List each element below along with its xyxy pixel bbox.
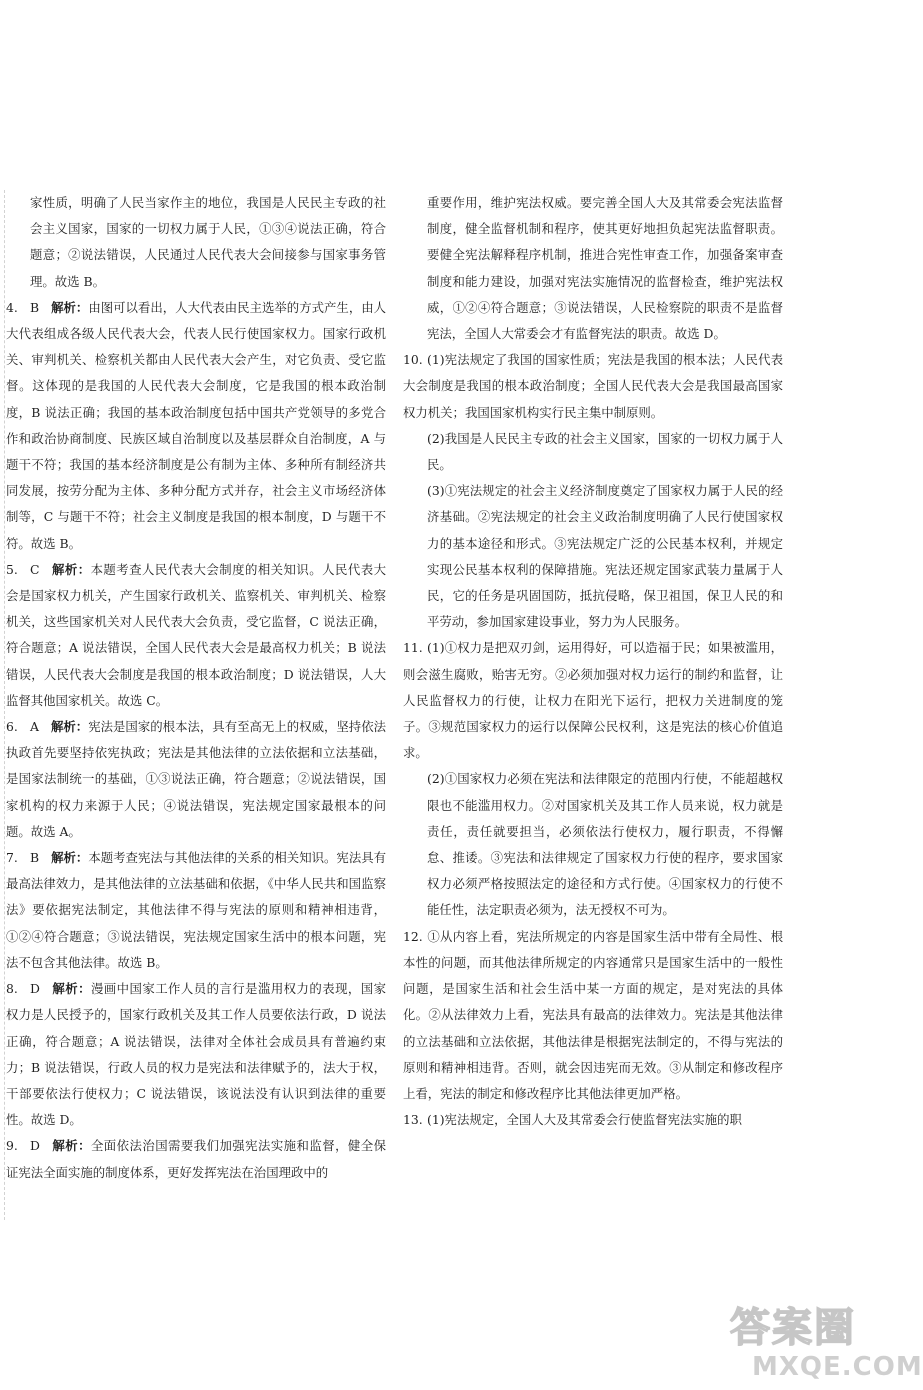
answer-item-10-part-3: (3)①宪法规定的社会主义经济制度奠定了国家权力属于人民的经济基础。②宪法规定的社会主义政治制度明确了人民行使国家权力的基本途径和形式。③宪法规定广泛的公民基本权利，并规定实现公民基本权利的保障措施。宪法还规定国家武装力量属于人民，它的任务是巩固国防，抵抗侵略，保卫祖国，保卫人民的和平劳动，参加国家建设事业，努力为人民服务。 — [427, 483, 783, 630]
answer-item-8: 8. D 解析：漫画中国家工作人员的言行是滥用权力的表现，国家权力是人民授予的，国家行政机关及其工作人员要依法行政，D 说法正确，符合题意；A 说法错误，法律对全体社会成员具有普遍约束力；B 说法错误，行政人员的权力是宪法和法律赋予的，法大于权，干部要依法行使权力；C 说法错误，该说法没有认识到法律的重要性。故选 D。 — [6, 981, 387, 1128]
answer-item-9: 9. D 解析：全面依法治国需要我们加强宪法实施和监督，健全保证宪法全面实施的制度体系，更好发挥宪法在治国理政中的 — [6, 1138, 387, 1180]
right-column — [403, 190, 783, 1133]
answer-item-11-part-2: (2)①国家权力必须在宪法和法律限定的范围内行使，不能超越权限也不能滥用权力。②对国家机关及其工作人员来说，权力就是责任，责任就要担当，必须依法行使权力，履行职责，不得懈怠、推诿。③宪法和法律规定了国家权力行使的程序，要求国家权力必须严格按照法定的途径和方式行使。④国家权力的行使不能任性，法定职责必须为，法无授权不可为。 — [427, 771, 783, 918]
answer-item-6: 6. A 解析：宪法是国家的根本法，具有至高无上的权威，坚持依法执政首先要坚持依宪执政；宪法是其他法律的立法依据和立法基础，是国家法制统一的基础，①③说法正确，符合题意；②说法错误，国家机构的权力来源于人民；④说法错误，宪法规定国家最根本的问题。故选 A。 — [6, 719, 387, 839]
answer-item-9-continued: 重要作用，维护宪法权威。要完善全国人大及其常委会宪法监督制度，健全监督机制和程序，使其更好地担负起宪法监督职责。要健全宪法解释程序机制，推进合宪性审查工作，加强备案审查制度和能力建设，加强对宪法实施情况的监督检查，维护宪法权威，①②④符合题意；③说法错误，人民检察院的职责不是监督宪法，全国人大常委会才有监督宪法的职责。故选 D。 — [427, 195, 783, 342]
answer-item-7: 7. B 解析：本题考查宪法与其他法律的关系的相关知识。宪法具有最高法律效力，是其他法律的立法基础和依据，《中华人民共和国监察法》要依据宪法制定，其他法律不得与宪法的原则和精神相违背，①②④符合题意；③说法错误，宪法规定国家生活中的根本问题，宪法不包含其他法律。故选 B。 — [6, 850, 387, 970]
answer-item-4: 4. B 解析：由图可以看出，人大代表由民主选举的方式产生，由人大代表组成各级人民代表大会，代表人民行使国家权力。国家行政机关、审判机关、检察机关都由人民代表大会产生，对它负责、受它监督。这体现的是我国的人民代表大会制度，它是我国的根本政治制度，B 说法正确；我国的基本政治制度包括中国共产党领导的多党合作和政治协商制度、民族区域自治制度以及基层群众自治制度，A 与题干不符；我国的基本经济制度是公有制为主体、多种所有制经济共同发展，按劳分配为主体、多种分配方式并存，社会主义市场经济体制等，C 与题干不符；社会主义制度是我国的根本制度，D 与题干不符。故选 B。 — [6, 299, 387, 551]
answer-item-10: 10. (1)宪法规定了我国的国家性质；宪法是我国的根本法；人民代表大会制度是我国的根本政治制度；全国人民代表大会是我国最高国家权力机关；我国国家机构实行民主集中制原则。 (2)我国是人民民主专政的社会主义国家，国家的一切权力属于人民。 (3)①宪法规定的社会主义经济制度奠定了国家权力属于人民的经济基础。②宪法规定的社会主义政治制度明确了人民行使国家权力的基本途径和形式。③宪法规定广泛的公民基本权利，并规定实现公民基本权利的保障措施。宪法还规定国家武装力量属于人民，它的任务是巩固国防，抵抗侵略，保卫祖国，保卫人民的和平劳动，参加国家建设事业，努力为人民服务。 — [403, 347, 783, 635]
left-column — [6, 190, 386, 1186]
answer-item-11: 11. (1)①权力是把双刃剑，运用得好，可以造福于民；如果被滥用，则会滋生腐败，贻害无穷。②必须加强对权力运行的制约和监督，让人民监督权力的行使，让权力在阳光下运行，把权力关进制度的笼子。③规范国家权力的运行以保障公民权利，这是宪法的核心价值追求。 (2)①国家权力必须在宪法和法律限定的范围内行使，不能超越权限也不能滥用权力。②对国家机关及其工作人员来说，权力就是责任，责任就要担当，必须依法行使权力，履行职责，不得懈怠、推诿。③宪法和法律规定了国家权力行使的程序，要求国家权力必须严格按照法定的途径和方式行使。④国家权力的行使不能任性，法定职责必须为，法无授权不可为。 — [403, 635, 783, 923]
site-watermark — [730, 1296, 923, 1390]
answer-item-10-part-2: (2)我国是人民民主专政的社会主义国家，国家的一切权力属于人民。 — [427, 430, 783, 473]
watermark-url: MXQE.COM — [752, 1352, 923, 1382]
answer-item-5: 5. C 解析：本题考查人民代表大会制度的相关知识。人民代表大会是国家权力机关，产生国家行政机关、监察机关、审判机关、检察机关，这些国家机关对人民代表大会负责，受它监督，C 说法正确，符合题意；A 说法错误，全国人民代表大会是最高权力机关；B 说法错误，人民代表大会制度是我国的根本政治制度；D 说法错误，人大监督其他国家机关。故选 C。 — [6, 561, 387, 708]
answer-item-12: 12. ①从内容上看，宪法所规定的内容是国家生活中带有全局性、根本性的问题，而其他法律所规定的内容通常只是国家生活中的一般性问题，是国家生活和社会生活中某一方面的规定，是对宪法的具体化。②从法律效力上看，宪法具有最高的法律效力。宪法是其他法律的立法基础和立法依据，其他法律是根据宪法制定的，不得与宪法的原则和精神相违背。否则，就会因违宪而无效。③从制定和修改程序上看，宪法的制定和修改程序比其他法律更加严格。 — [403, 928, 783, 1101]
answer-item-13: 13. (1)宪法规定，全国人大及其常委会行使监督宪法实施的职 — [403, 1112, 742, 1128]
watermark-logo-text: 答案圈 — [730, 1305, 856, 1351]
left-intro: 家性质，明确了人民当家作主的地位，我国是人民民主专政的社会主义国家，国家的一切权力属于人民，①③④说法正确，符合题意；②说法错误，人民通过人民代表大会间接参与国家事务管理。故选 B。 — [30, 195, 386, 289]
